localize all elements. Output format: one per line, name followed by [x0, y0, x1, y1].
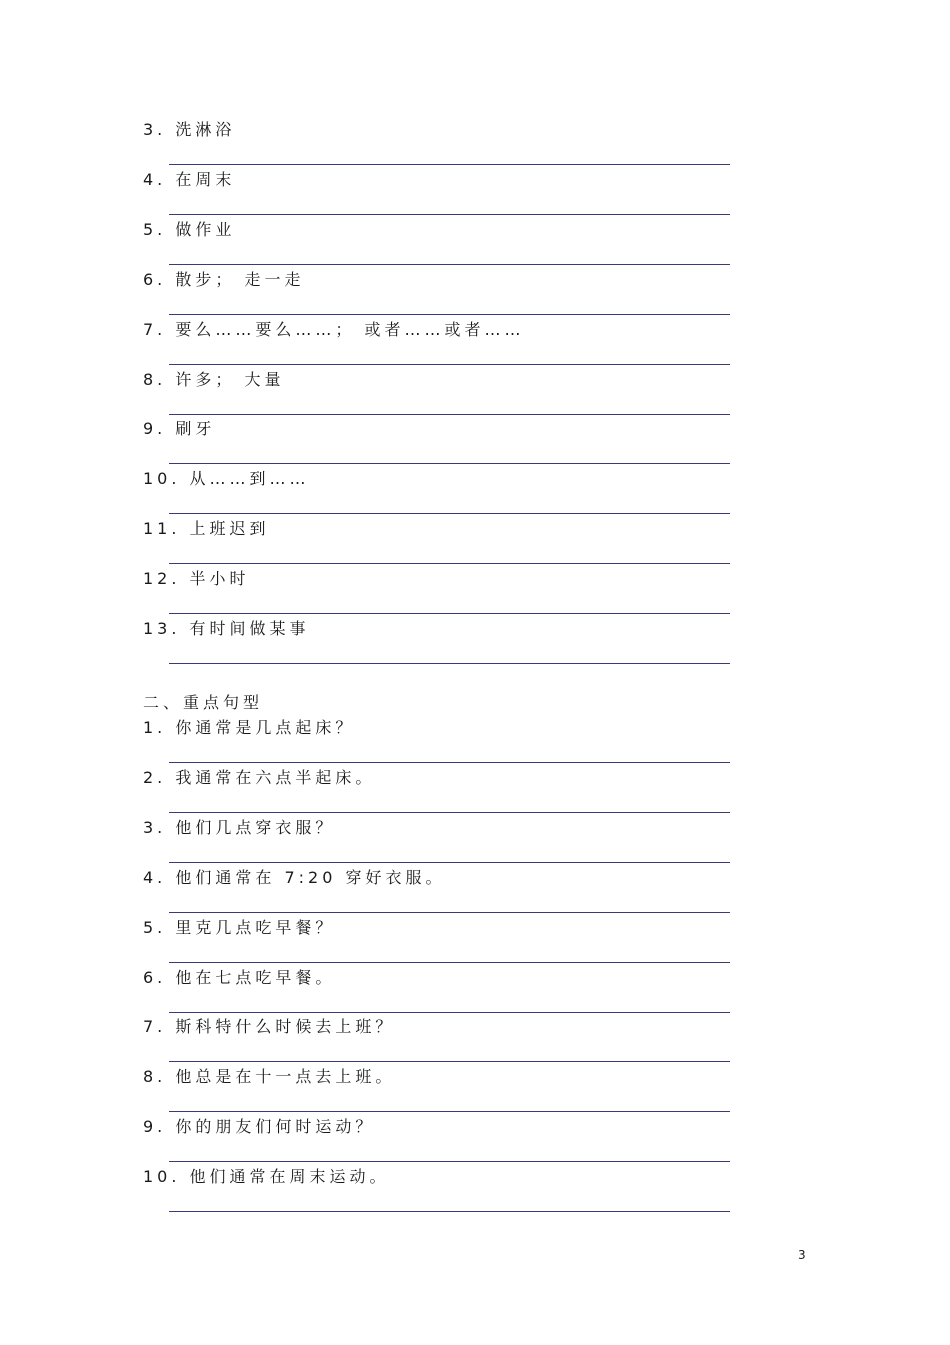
answer-line[interactable] [169, 1111, 730, 1112]
section-heading: 二、重点句型 [143, 693, 264, 712]
answer-line[interactable] [169, 912, 730, 913]
answer-line[interactable] [169, 812, 730, 813]
answer-line[interactable] [169, 214, 730, 215]
item-text: 3. 他们几点穿衣服？ [143, 817, 336, 837]
answer-line[interactable] [169, 663, 730, 664]
item-text: 7. 要么……要么……； 或者……或者…… [143, 319, 525, 339]
item-text: 7. 斯科特什么时候去上班？ [143, 1017, 396, 1037]
answer-line[interactable] [169, 364, 730, 365]
answer-line[interactable] [169, 463, 730, 464]
answer-line[interactable] [169, 1061, 730, 1062]
item-text: 9. 你的朋友们何时运动？ [143, 1117, 376, 1137]
item-text: 6. 他在七点吃早餐。 [143, 967, 336, 987]
item-text: 8. 他总是在十一点去上班。 [143, 1067, 396, 1087]
item-text: 4. 在周末 [143, 169, 236, 189]
answer-line[interactable] [169, 513, 730, 514]
answer-line[interactable] [169, 1211, 730, 1212]
item-text: 10. 他们通常在周末运动。 [143, 1167, 390, 1187]
answer-line[interactable] [169, 264, 730, 265]
item-text: 3. 洗淋浴 [143, 120, 236, 139]
answer-line[interactable] [169, 862, 730, 863]
answer-line[interactable] [169, 1012, 730, 1013]
item-text: 13. 有时间做某事 [143, 619, 310, 638]
item-text: 1. 你通常是几点起床？ [143, 718, 356, 737]
answer-line[interactable] [169, 414, 730, 415]
answer-line[interactable] [169, 762, 730, 763]
item-text: 10. 从……到…… [143, 469, 310, 489]
item-text: 12. 半小时 [143, 569, 250, 589]
item-text: 8. 许多； 大量 [143, 369, 285, 389]
answer-line[interactable] [169, 164, 730, 165]
answer-line[interactable] [169, 962, 730, 963]
item-text: 11. 上班迟到 [143, 519, 270, 539]
answer-line[interactable] [169, 1161, 730, 1162]
item-text: 9. 刷牙 [143, 419, 216, 439]
item-text: 4. 他们通常在 7:20 穿好衣服。 [143, 867, 446, 887]
item-text: 5. 做作业 [143, 219, 236, 239]
item-text: 2. 我通常在六点半起床。 [143, 767, 376, 787]
answer-line[interactable] [169, 314, 730, 315]
answer-line[interactable] [169, 613, 730, 614]
answer-line[interactable] [169, 563, 730, 564]
page-number: 3 [798, 1248, 806, 1262]
item-text: 6. 散步； 走一走 [143, 269, 305, 289]
item-text: 5. 里克几点吃早餐？ [143, 917, 336, 937]
